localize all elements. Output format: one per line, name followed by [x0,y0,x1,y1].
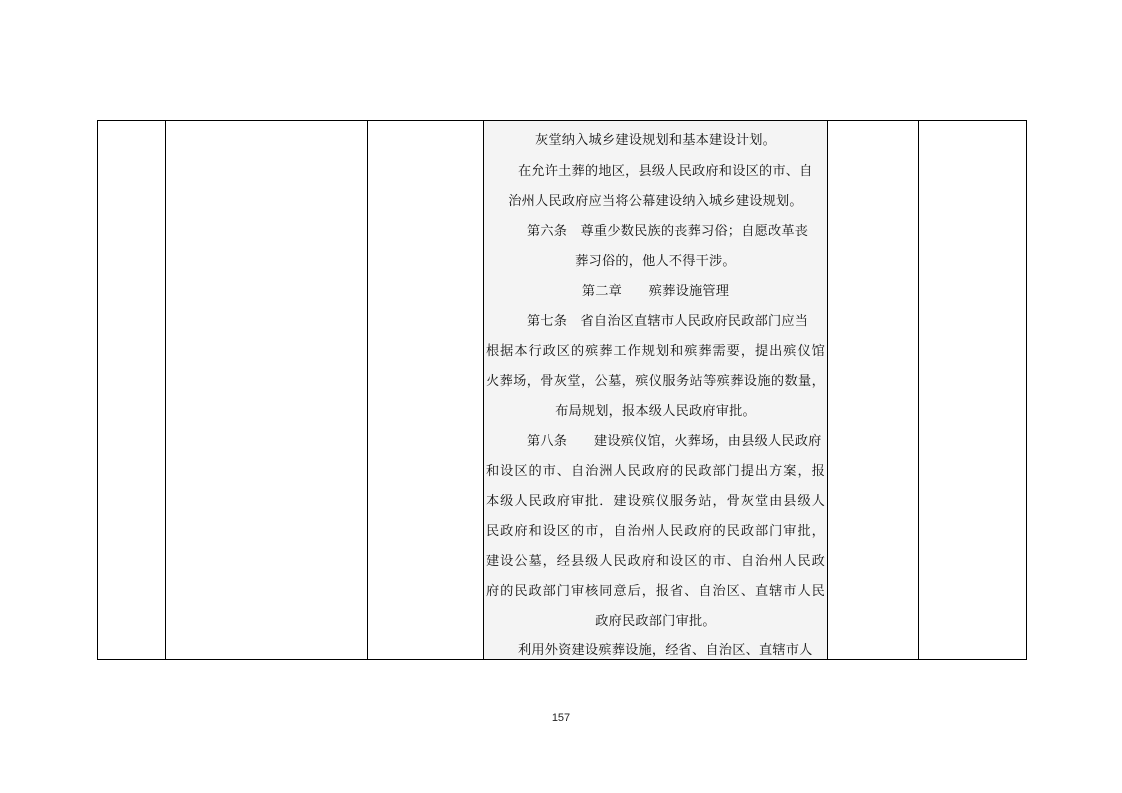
document-table [97,120,1027,660]
table-column-5 [828,121,919,659]
text-line: 根据本行政区的殡葬工作规划和殡葬需要，提出殡仪馆 [486,344,825,359]
text-line: 政府民政部门审批。 [595,614,716,629]
text-line: 第八条 建设殡仪馆，火葬场，由县级人民政府 [527,434,822,449]
regulation-text-cell [484,121,828,659]
page-number: 157 [551,712,571,724]
table-column-2 [166,121,368,659]
text-line: 建设公墓，经县级人民政府和设区的市、自治州人民政 [486,554,825,569]
chapter-heading: 第二章 殡葬设施管理 [581,284,730,299]
text-line: 火葬场，骨灰堂，公墓，殡仪服务站等殡葬设施的数量， [486,374,825,389]
text-line: 灰堂纳入城乡建设规划和基本建设计划。 [535,133,776,148]
text-line: 第七条 省自治区直辖市人民政府民政部门应当 [527,314,809,329]
text-line: 本级人民政府审批．建设殡仪服务站，骨灰堂由县级人 [486,494,825,509]
text-line: 葬习俗的，他人不得干涉。 [575,254,736,269]
text-line: 治州人民政府应当将公幕建设纳入城乡建设规划。 [508,194,803,209]
table-column-6 [919,121,1026,659]
text-line: 布局规划，报本级人民政府审批。 [555,404,756,419]
table-column-1 [98,121,166,659]
table-column-3 [368,121,484,659]
text-line: 第六条 尊重少数民族的丧葬习俗；自愿改革丧 [527,224,809,239]
text-line: 在允许土葬的地区，县级人民政府和设区的市、自 [518,164,813,179]
text-line: 府的民政部门审核同意后，报省、自治区、直辖市人民 [486,584,825,599]
text-line: 和设区的市、自治洲人民政府的民政部门提出方案，报 [486,464,825,479]
text-line: 利用外资建设殡葬设施，经省、自治区、直辖市人 [518,643,813,658]
text-line: 民政府和设区的市，自治州人民政府的民政部门审批， [486,524,825,539]
